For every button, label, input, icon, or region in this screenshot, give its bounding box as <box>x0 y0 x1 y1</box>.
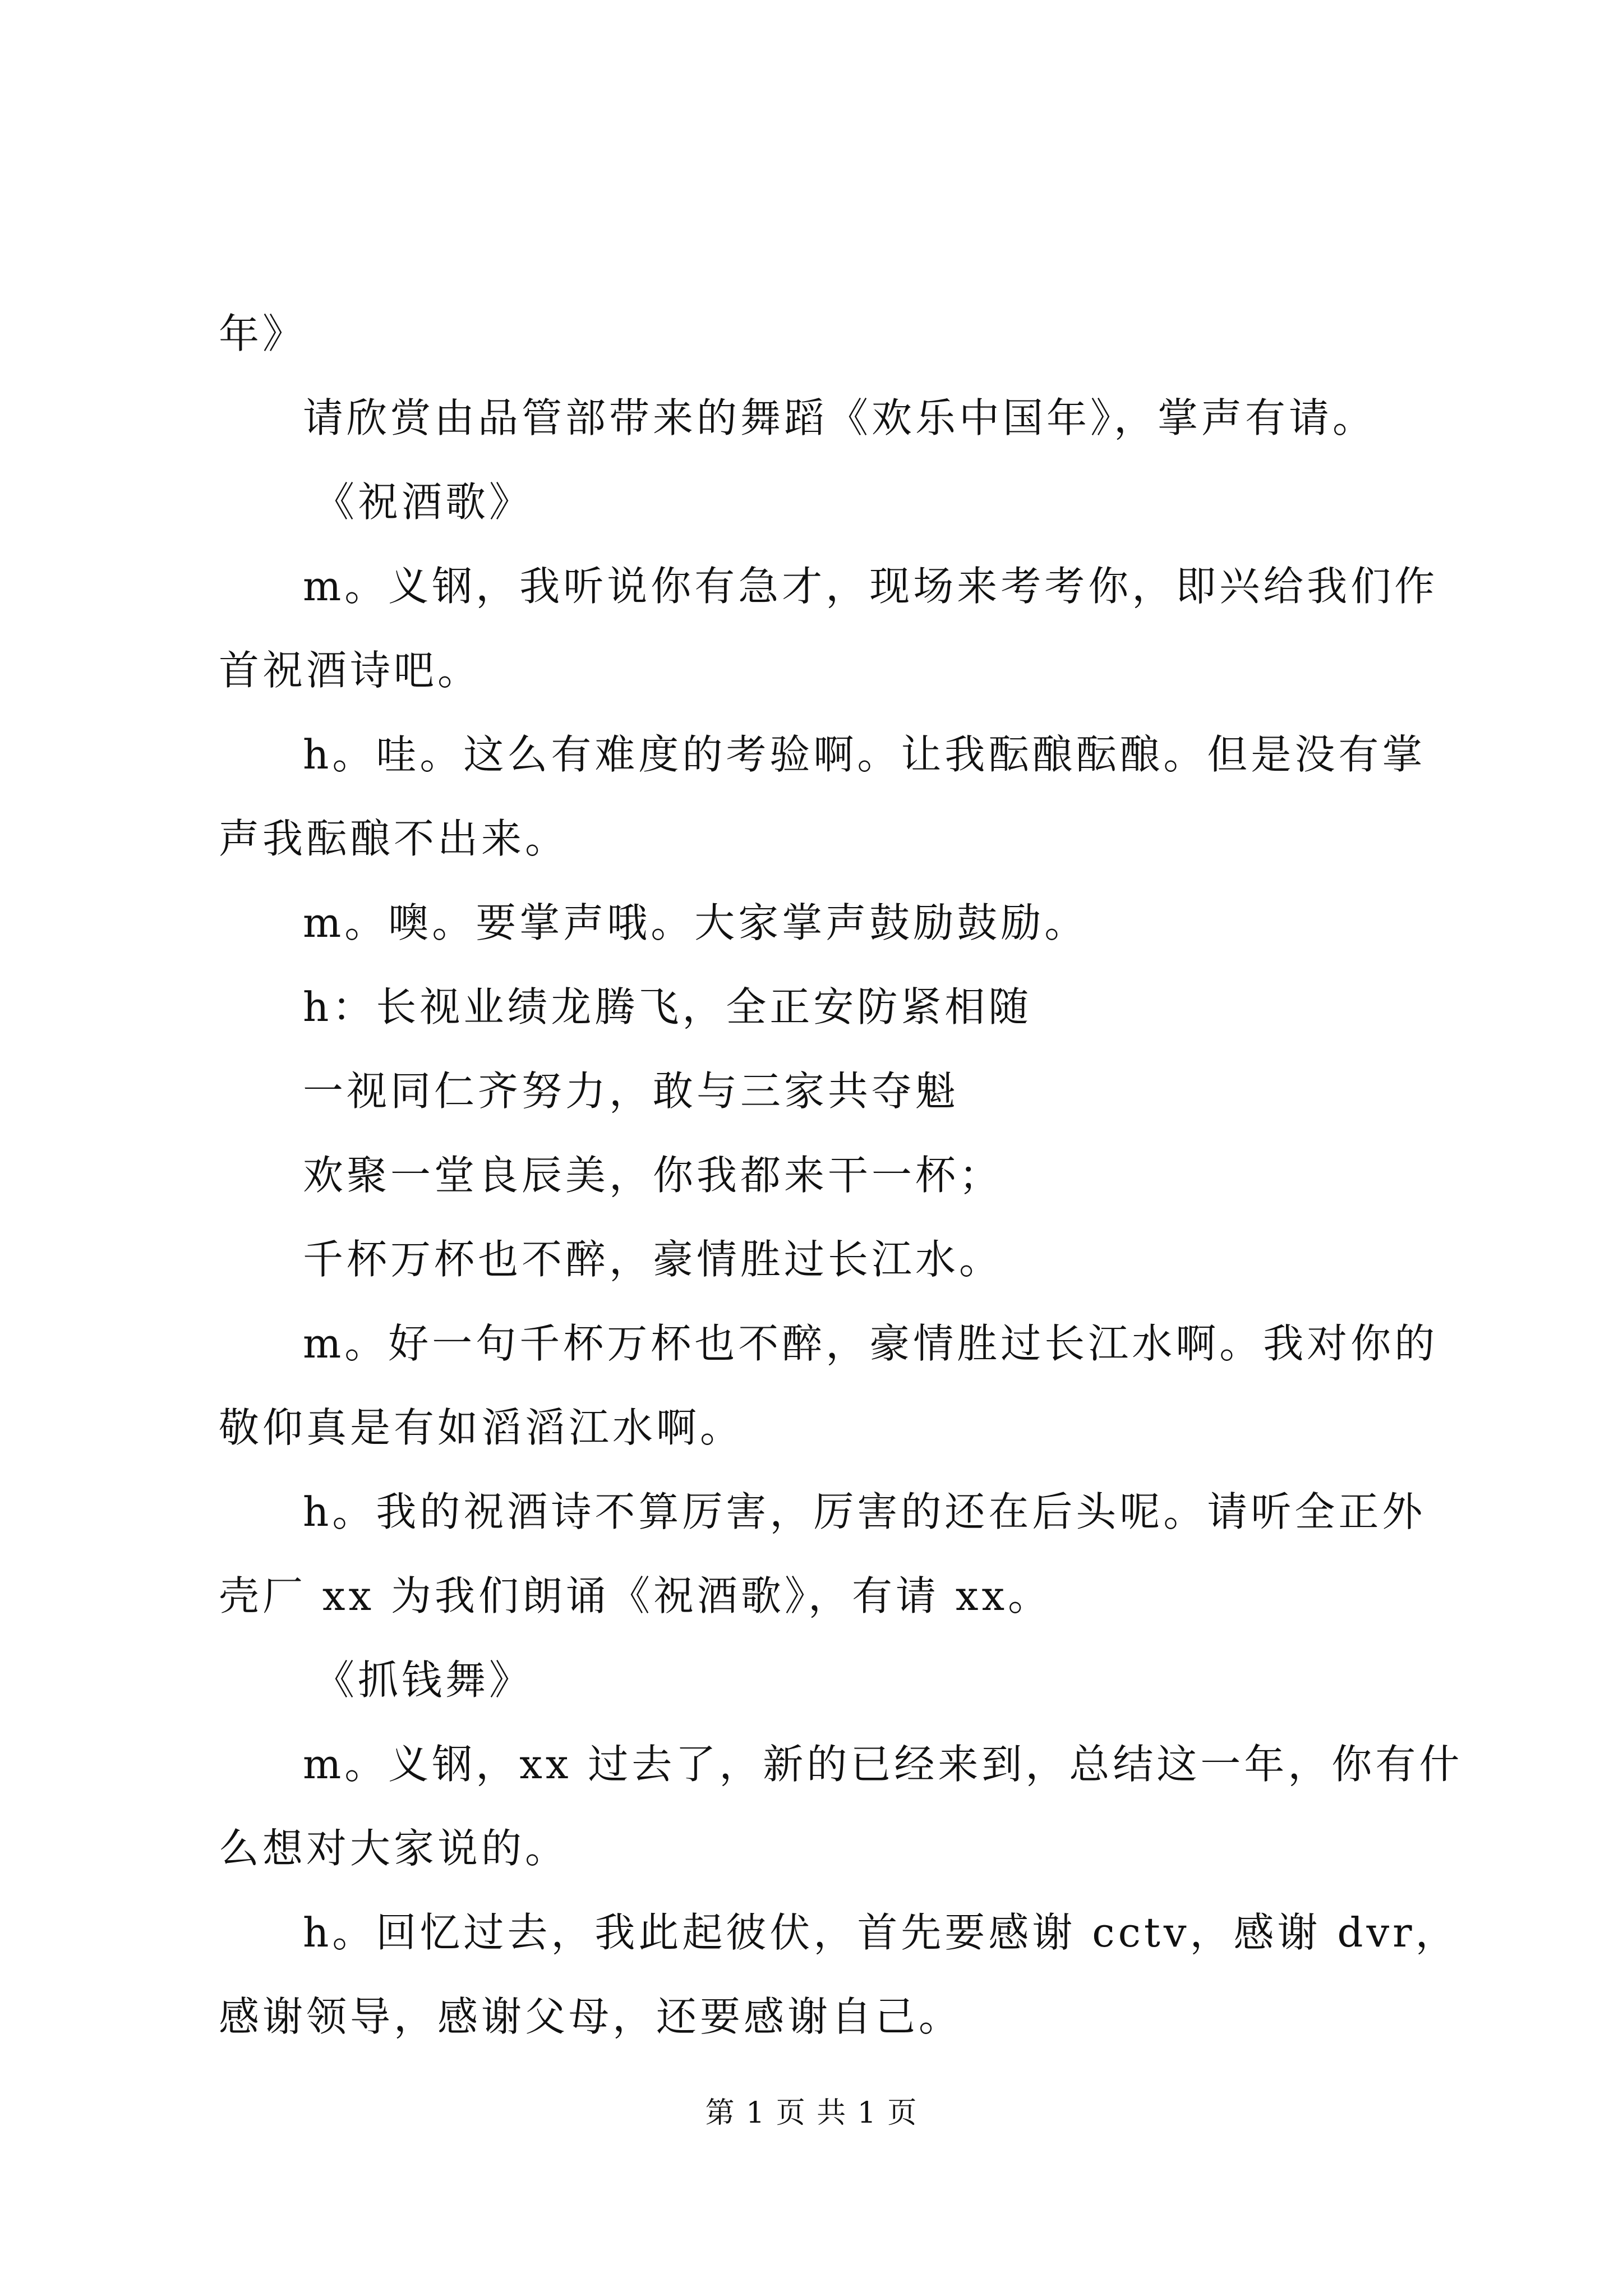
poem-line: h：长视业绩龙腾飞，全正安防紧相随 <box>303 983 1032 1030</box>
section-title: 《抓钱舞》 <box>314 1657 533 1704</box>
paragraph-line: 请欣赏由品管部带来的舞蹈《欢乐中国年》，掌声有请。 <box>303 394 1377 441</box>
paragraph-line: 感谢领导，感谢父母，还要感谢自己。 <box>219 1993 963 2040</box>
paragraph-line: h。我的祝酒诗不算厉害，厉害的还在后头呢。请听全正外 <box>303 1488 1426 1535</box>
paragraph-line: m。义钢，我听说你有急才，现场来考考你，即兴给我们作 <box>303 563 1438 610</box>
paragraph-line: 声我酝酿不出来。 <box>219 815 569 862</box>
section-title: 《祝酒歌》 <box>314 478 533 526</box>
paragraph-line: h。回忆过去，我此起彼伏，首先要感谢 cctv，感谢 dvr， <box>303 1909 1459 1956</box>
paragraph-line: m。噢。要掌声哦。大家掌声鼓励鼓励。 <box>303 899 1089 946</box>
paragraph-line: 首祝酒诗吧。 <box>219 647 482 694</box>
paragraph-line: 么想对大家说的。 <box>219 1825 569 1872</box>
paragraph-line: m。义钢，xx 过去了，新的已经来到，总结这一年，你有什 <box>303 1741 1463 1788</box>
poem-line: 欢聚一堂良辰美，你我都来干一杯； <box>303 1152 1003 1199</box>
paragraph-line: m。好一句千杯万杯也不醉，豪情胜过长江水啊。我对你的 <box>303 1320 1438 1367</box>
paragraph-line: 年》 <box>219 310 307 357</box>
poem-line: 一视同仁齐努力，敢与三家共夺魁 <box>303 1068 960 1115</box>
page-number-footer: 第 1 页 共 1 页 <box>705 2096 918 2130</box>
paragraph-line: 敬仰真是有如滔滔江水啊。 <box>219 1404 744 1451</box>
poem-line: 千杯万杯也不醉，豪情胜过长江水。 <box>303 1236 1003 1283</box>
paragraph-line: h。哇。这么有难度的考验啊。让我酝酿酝酿。但是没有掌 <box>303 731 1426 778</box>
paragraph-line: 壳厂 xx 为我们朗诵《祝酒歌》，有请 xx。 <box>219 1572 1052 1619</box>
